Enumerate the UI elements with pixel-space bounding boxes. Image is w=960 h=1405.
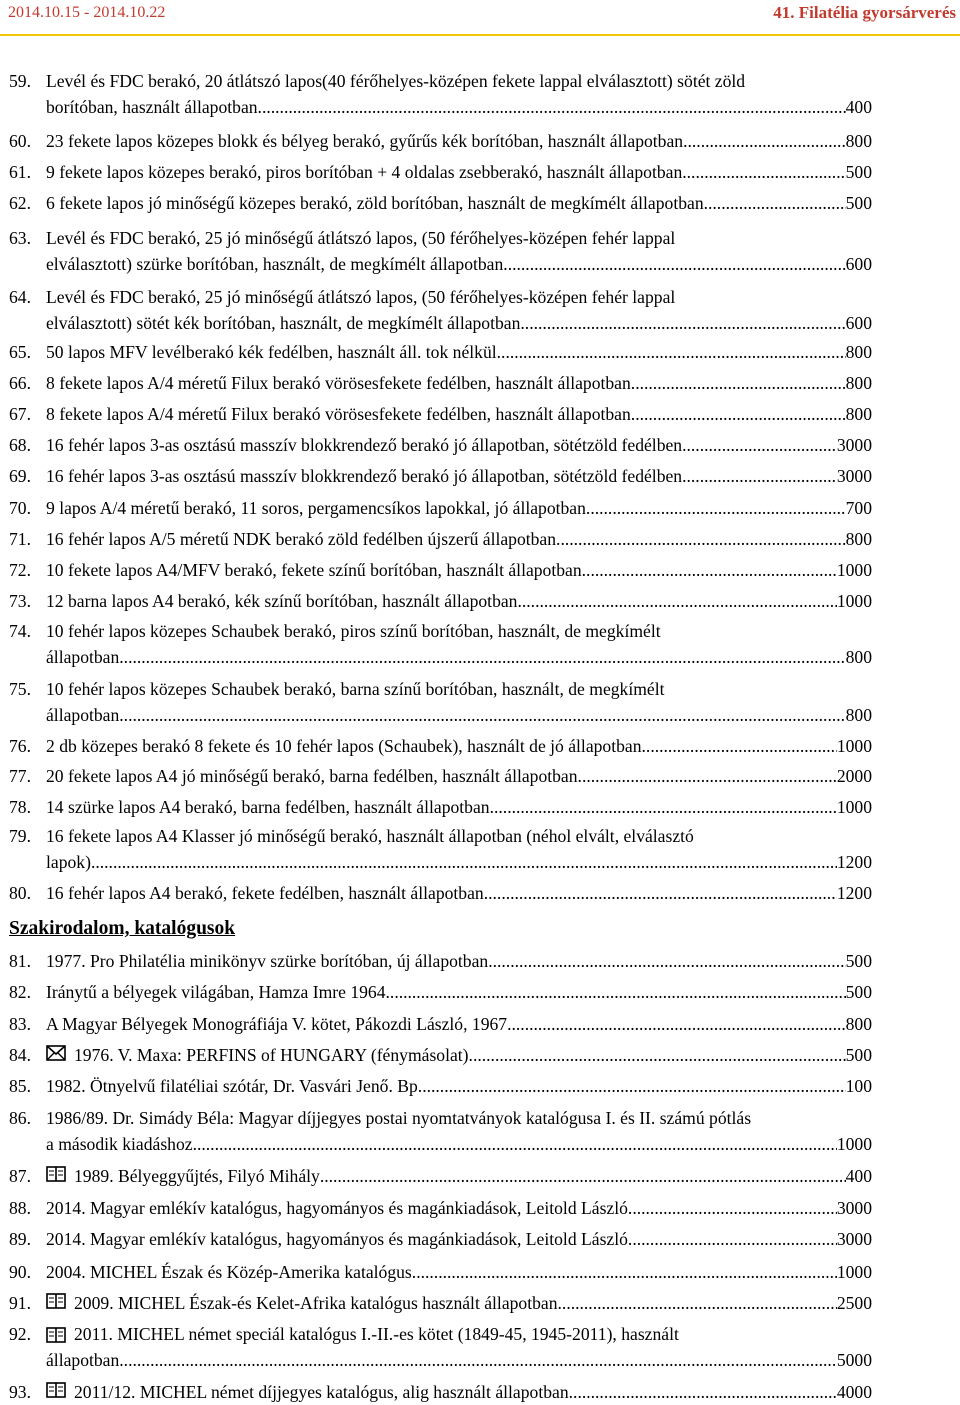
item-price: 100 bbox=[845, 1076, 872, 1096]
item-description: 1977. Pro Philatélia minikönyv szürke borítóban, új állapotban bbox=[46, 951, 489, 971]
item-price: 700 bbox=[845, 498, 872, 518]
item-number: 62. bbox=[9, 193, 31, 213]
item-line bbox=[46, 190, 872, 216]
item-line bbox=[46, 401, 872, 427]
item-price: 1000 bbox=[836, 1262, 872, 1282]
item-price: 1200 bbox=[836, 852, 872, 872]
item-price: 800 bbox=[845, 131, 872, 151]
item-number: 61. bbox=[9, 162, 31, 182]
item-description: a második kiadáshoz bbox=[46, 1134, 193, 1154]
item-number: 69. bbox=[9, 466, 31, 486]
dot-leader bbox=[497, 339, 846, 365]
item-number: 89. bbox=[9, 1229, 31, 1249]
item-line bbox=[46, 526, 872, 552]
item-line bbox=[46, 1105, 872, 1131]
item-description: 9 lapos A/4 méretű berakó, 11 soros, pergamencsíkos lapokkal, jó állapotban bbox=[46, 498, 586, 518]
item-price: 800 bbox=[845, 647, 872, 667]
dot-leader bbox=[642, 733, 837, 759]
dot-leader bbox=[520, 310, 845, 336]
item-number: 60. bbox=[9, 131, 31, 151]
item-line bbox=[46, 159, 872, 185]
dot-leader bbox=[682, 463, 837, 489]
page-header bbox=[0, 0, 960, 36]
item-line bbox=[46, 618, 872, 644]
item-price: 1000 bbox=[836, 736, 872, 756]
dot-leader bbox=[628, 1226, 837, 1252]
item-line bbox=[46, 1042, 872, 1068]
item-description: 16 fehér lapos A/5 méretű NDK berakó zöld fedélben újszerű állapotban bbox=[46, 529, 557, 549]
dot-leader bbox=[386, 979, 846, 1005]
item-number: 84. bbox=[9, 1045, 31, 1065]
item-number: 70. bbox=[9, 498, 31, 518]
item-line bbox=[46, 225, 872, 251]
item-line bbox=[46, 644, 872, 670]
item-description: 8 fekete lapos A/4 méretű Filux berakó vörösesfekete fedélben, használt állapotban bbox=[46, 373, 631, 393]
item-description: Levél és FDC berakó, 25 jó minőségű átlátszó lapos, (50 férőhelyes-középen fehér lappal bbox=[46, 228, 676, 248]
item-description: 2011. MICHEL német speciál katalógus I.-II.-es kötet (1849-45, 1945-2011), használt bbox=[74, 1324, 679, 1344]
item-price: 800 bbox=[845, 373, 872, 393]
item-description: 20 fekete lapos A4 jó minőségű berakó, barna fedélben, használt állapotban bbox=[46, 766, 578, 786]
item-price: 1000 bbox=[836, 1134, 872, 1154]
item-line bbox=[46, 339, 872, 365]
item-number: 90. bbox=[9, 1262, 31, 1282]
item-number: 67. bbox=[9, 404, 31, 424]
item-line bbox=[46, 557, 872, 583]
item-description: 2009. MICHEL Észak-és Kelet-Afrika katalógus használt állapotban bbox=[74, 1293, 558, 1313]
item-price: 2000 bbox=[836, 766, 872, 786]
item-line bbox=[46, 251, 872, 277]
item-number: 71. bbox=[9, 529, 31, 549]
item-description: állapotban... bbox=[46, 647, 133, 667]
envelope-icon bbox=[46, 1042, 66, 1068]
item-number: 88. bbox=[9, 1198, 31, 1218]
item-description: 10 fehér lapos közepes Schaubek berakó, piros színű borítóban, használt, de megkímélt bbox=[46, 621, 661, 641]
dot-leader bbox=[104, 849, 837, 875]
item-description: 16 fehér lapos 3-as osztású masszív blokkrendező berakó jó állapotban, sötétzöld fedélben bbox=[46, 466, 683, 486]
item-number: 73. bbox=[9, 591, 31, 611]
item-description: 50 lapos MFV levélberakó kék fedélben, használt áll. tok nélkül bbox=[46, 342, 497, 362]
item-line bbox=[46, 1131, 872, 1157]
book-icon bbox=[46, 1290, 66, 1316]
item-price: 1000 bbox=[836, 591, 872, 611]
item-line bbox=[46, 1259, 872, 1285]
dot-leader bbox=[320, 1163, 846, 1189]
item-price: 500 bbox=[845, 1045, 872, 1065]
item-number: 80. bbox=[9, 883, 31, 903]
item-description: elválasztott) sötét kék borítóban, használt, de megkímélt állapotban bbox=[46, 313, 521, 333]
dot-leader bbox=[418, 1073, 846, 1099]
item-description: 2011/12. MICHEL német díjjegyes katalógus, alig használt állapotban bbox=[74, 1382, 569, 1402]
item-description: 23 fekete lapos közepes blokk és bélyeg berakó, gyűrűs kék borítóban, használt állapotban bbox=[46, 131, 684, 151]
item-line bbox=[46, 94, 872, 120]
item-description: 1989. Bélyeggyűjtés, Filyó Mihály bbox=[74, 1166, 320, 1186]
item-description: 2014. Magyar emlékív katalógus, hagyományos és magánkiadások, Leitold László bbox=[46, 1198, 628, 1218]
item-price: 1000 bbox=[836, 560, 872, 580]
item-line bbox=[46, 370, 872, 396]
item-price: 800 bbox=[845, 1014, 872, 1034]
dot-leader bbox=[628, 1195, 837, 1221]
item-line bbox=[46, 763, 872, 789]
item-description: 9 fekete lapos közepes berakó, piros borítóban + 4 oldalas zsebberakó, használt állapotban bbox=[46, 162, 683, 182]
item-number: 76. bbox=[9, 736, 31, 756]
date-range: 2014.10.15 - 2014.10.22 bbox=[8, 4, 166, 21]
item-description: lapok)... bbox=[46, 852, 105, 872]
item-price: 1000 bbox=[836, 797, 872, 817]
dot-leader bbox=[488, 948, 845, 974]
item-number: 92. bbox=[9, 1324, 31, 1344]
item-description: 1982. Ötnyelvű filatéliai szótár, Dr. Vasvári Jenő. Bp bbox=[46, 1076, 418, 1096]
item-description: 6 fekete lapos jó minőségű közepes berakó, zöld borítóban, használt de megkímélt állapotban bbox=[46, 193, 704, 213]
book-icon bbox=[46, 1163, 66, 1189]
dot-leader bbox=[490, 794, 837, 820]
dot-leader bbox=[503, 251, 845, 277]
dot-leader bbox=[683, 128, 846, 154]
item-price: 500 bbox=[845, 193, 872, 213]
item-price: 500 bbox=[845, 982, 872, 1002]
item-price: 800 bbox=[845, 529, 872, 549]
item-price: 800 bbox=[845, 404, 872, 424]
item-number: 66. bbox=[9, 373, 31, 393]
item-line bbox=[46, 733, 872, 759]
item-description: 14 szürke lapos A4 berakó, barna fedélben, használt állapotban bbox=[46, 797, 490, 817]
item-description: állapotban... bbox=[46, 705, 133, 725]
item-price: 4000 bbox=[836, 1382, 872, 1402]
item-description: A Magyar Bélyegek Monográfiája V. kötet, Pákozdi László, 1967 bbox=[46, 1014, 508, 1034]
item-description: 8 fekete lapos A/4 méretű Filux berakó vörösesfekete fedélben, használt állapotban bbox=[46, 404, 631, 424]
item-description: 2014. Magyar emlékív katalógus, hagyományos és magánkiadások, Leitold László bbox=[46, 1229, 628, 1249]
dot-leader bbox=[484, 880, 837, 906]
item-price: 5000 bbox=[836, 1350, 872, 1370]
item-line bbox=[46, 128, 872, 154]
item-description: állapotban bbox=[46, 1350, 120, 1370]
item-price: 3000 bbox=[836, 1229, 872, 1249]
item-line bbox=[46, 463, 872, 489]
item-line bbox=[46, 1226, 872, 1252]
dot-leader bbox=[132, 644, 845, 670]
dot-leader bbox=[469, 1042, 846, 1068]
dot-leader bbox=[682, 432, 837, 458]
item-line bbox=[46, 588, 872, 614]
dot-leader bbox=[682, 159, 845, 185]
item-line bbox=[46, 1347, 872, 1373]
item-line bbox=[46, 948, 872, 974]
item-number: 79. bbox=[9, 826, 31, 846]
item-description: Levél és FDC berakó, 25 jó minőségű átlátszó lapos, (50 férőhelyes-középen fehér lappal bbox=[46, 287, 676, 307]
item-line bbox=[46, 823, 872, 849]
dot-leader bbox=[193, 1131, 837, 1157]
item-price: 500 bbox=[845, 951, 872, 971]
item-number: 86. bbox=[9, 1108, 31, 1128]
item-line bbox=[46, 676, 872, 702]
dot-leader bbox=[119, 1347, 837, 1373]
item-line bbox=[46, 979, 872, 1005]
item-line bbox=[46, 284, 872, 310]
dot-leader bbox=[586, 495, 846, 521]
item-description: borítóban, használt állapotban bbox=[46, 97, 258, 117]
item-price: 800 bbox=[845, 342, 872, 362]
dot-leader bbox=[507, 1011, 846, 1037]
dot-leader bbox=[582, 557, 837, 583]
item-price: 500 bbox=[845, 162, 872, 182]
item-line bbox=[46, 1195, 872, 1221]
item-number: 81. bbox=[9, 951, 31, 971]
item-description: 2004. MICHEL Észak és Közép-Amerika katalógus bbox=[46, 1262, 412, 1282]
dot-leader bbox=[412, 1259, 837, 1285]
item-price: 1200 bbox=[836, 883, 872, 903]
item-description: 16 fekete lapos A4 Klasser jó minőségű berakó, használt állapotban (néhol elvált, elválasztó bbox=[46, 826, 694, 846]
item-line bbox=[46, 880, 872, 906]
dot-leader bbox=[631, 370, 846, 396]
item-line bbox=[46, 310, 872, 336]
dot-leader bbox=[556, 526, 846, 552]
item-description: 10 fekete lapos A4/MFV berakó, fekete színű borítóban, használt állapotban bbox=[46, 560, 582, 580]
item-price: 800 bbox=[845, 705, 872, 725]
item-line bbox=[46, 794, 872, 820]
item-number: 75. bbox=[9, 679, 31, 699]
item-price: 3000 bbox=[836, 466, 872, 486]
dot-leader bbox=[558, 1290, 837, 1316]
item-number: 87. bbox=[9, 1166, 31, 1186]
item-number: 93. bbox=[9, 1382, 31, 1402]
item-number: 78. bbox=[9, 797, 31, 817]
item-number: 77. bbox=[9, 766, 31, 786]
dot-leader bbox=[631, 401, 846, 427]
item-line bbox=[46, 1073, 872, 1099]
dot-leader bbox=[578, 763, 837, 789]
page-title: 41. Filatélia gyorsárverés bbox=[773, 3, 956, 22]
item-line bbox=[46, 1321, 872, 1350]
item-price: 400 bbox=[845, 1166, 872, 1186]
item-price: 600 bbox=[845, 313, 872, 333]
item-number: 68. bbox=[9, 435, 31, 455]
item-number: 82. bbox=[9, 982, 31, 1002]
item-description: 10 fehér lapos közepes Schaubek berakó, barna színű borítóban, használt, de megkímélt bbox=[46, 679, 665, 699]
item-line bbox=[46, 849, 872, 875]
item-line bbox=[46, 1290, 872, 1316]
item-description: 2 db közepes berakó 8 fekete és 10 fehér lapos (Schaubek), használt de jó állapotban bbox=[46, 736, 642, 756]
item-price: 600 bbox=[845, 254, 872, 274]
item-price: 400 bbox=[845, 97, 872, 117]
item-line bbox=[46, 1011, 872, 1037]
dot-leader bbox=[704, 190, 846, 216]
item-price: 2500 bbox=[836, 1293, 872, 1313]
book-icon bbox=[46, 1379, 66, 1405]
item-description: Levél és FDC berakó, 20 átlátszó lapos(40 férőhelyes-középen fekete lappal elválasztott) sötét zöld bbox=[46, 71, 746, 91]
section-title: Szakirodalom, katalógusok bbox=[9, 918, 236, 939]
item-number: 91. bbox=[9, 1293, 31, 1313]
item-line bbox=[46, 68, 872, 94]
item-number: 74. bbox=[9, 621, 31, 641]
dot-leader bbox=[132, 702, 845, 728]
item-price: 3000 bbox=[836, 435, 872, 455]
item-description: 12 barna lapos A4 berakó, kék színű borítóban, használt állapotban bbox=[46, 591, 518, 611]
item-number: 64. bbox=[9, 287, 31, 307]
item-line bbox=[46, 1163, 872, 1189]
item-number: 59. bbox=[9, 71, 31, 91]
dot-leader bbox=[517, 588, 836, 614]
dot-leader bbox=[258, 94, 846, 120]
item-price: 3000 bbox=[836, 1198, 872, 1218]
item-line bbox=[46, 1379, 872, 1405]
item-description: elválasztott) szürke borítóban, használt, de megkímélt állapotban bbox=[46, 254, 504, 274]
item-description: Iránytű a bélyegek világában, Hamza Imre 1964 bbox=[46, 982, 386, 1002]
dot-leader bbox=[569, 1379, 837, 1405]
item-description: 1986/89. Dr. Simády Béla: Magyar díjjegyes postai nyomtatványok katalógusa I. és II. számú pótlás bbox=[46, 1108, 752, 1128]
item-description: 16 fehér lapos 3-as osztású masszív blokkrendező berakó jó állapotban, sötétzöld fedélben bbox=[46, 435, 683, 455]
item-number: 63. bbox=[9, 228, 31, 248]
item-description: 1976. V. Maxa: PERFINS of HUNGARY (fénymásolat) bbox=[74, 1045, 469, 1065]
item-number: 72. bbox=[9, 560, 31, 580]
item-line bbox=[46, 432, 872, 458]
item-number: 83. bbox=[9, 1014, 31, 1034]
item-line bbox=[46, 495, 872, 521]
item-description: 16 fehér lapos A4 berakó, fekete fedélben, használt állapotban bbox=[46, 883, 484, 903]
item-number: 85. bbox=[9, 1076, 31, 1096]
item-number: 65. bbox=[9, 342, 31, 362]
item-line bbox=[46, 702, 872, 728]
